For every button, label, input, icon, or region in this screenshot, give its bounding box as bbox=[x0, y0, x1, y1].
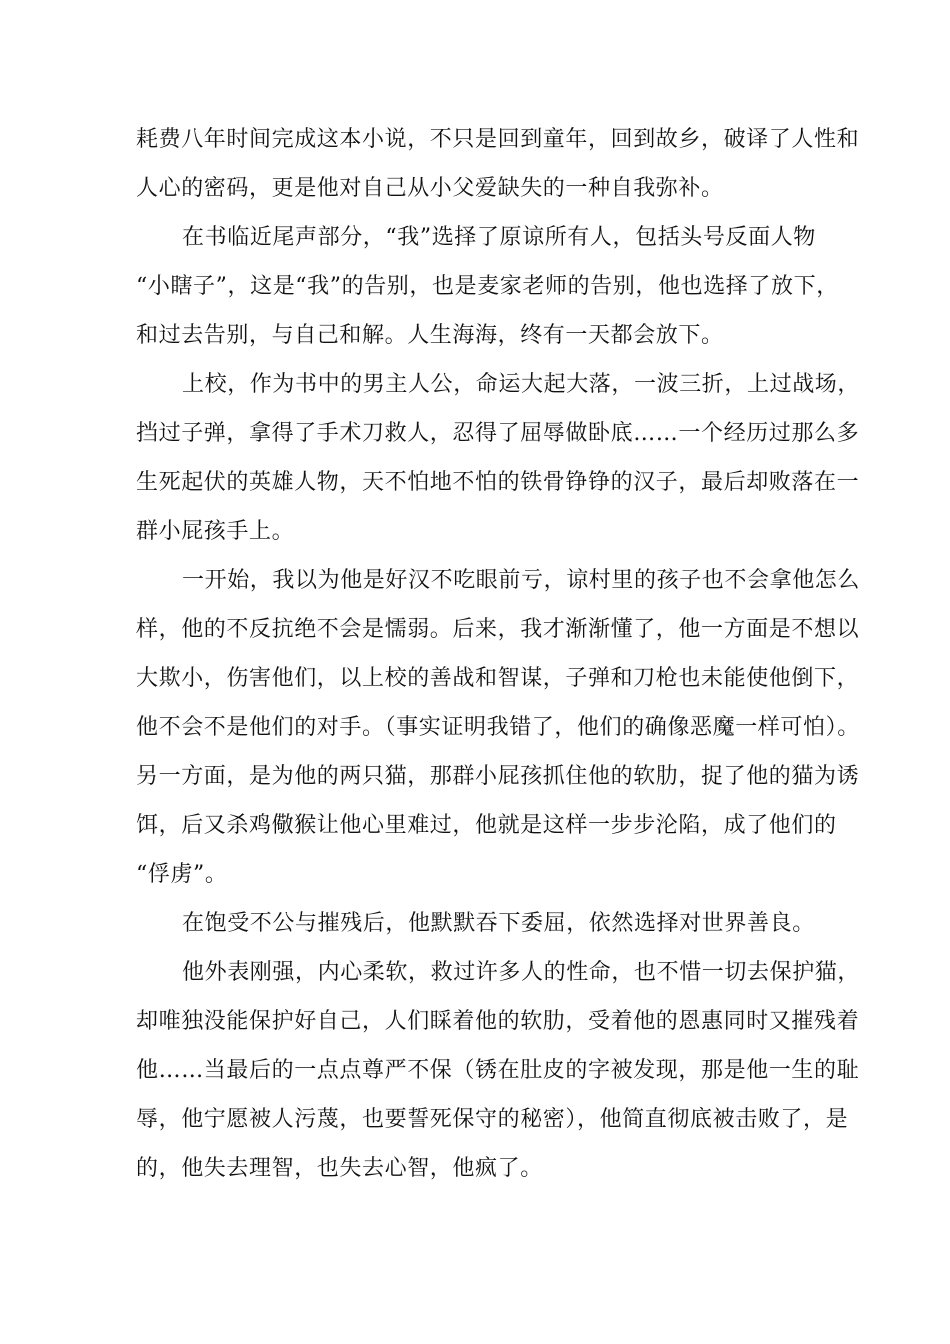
paragraph-start-line: 他外表刚强，内心柔软，救过许多人的性命，也不惜一切去保护猫， bbox=[182, 960, 861, 985]
text-line: 挡过子弹，拿得了手术刀救人，忍得了屈辱做卧底……一个经历过那么多 bbox=[136, 421, 860, 446]
text-line: “俘虏”。 bbox=[136, 862, 228, 887]
text-line: 的，他失去理智，也失去心智，他疯了。 bbox=[136, 1156, 543, 1181]
text-line: 辱，他宁愿被人污蔑，也要誓死保守的秘密），他简直彻底被击败了，是 bbox=[136, 1107, 849, 1132]
text-line: 人心的密码，更是他对自己从小父爱缺失的一种自我弥补。 bbox=[136, 176, 724, 201]
paragraph-start-line: 在饱受不公与摧残后，他默默吞下委屈，依然选择对世界善良。 bbox=[182, 911, 815, 936]
text-line: 却唯独没能保护好自己，人们睬着他的软肋，受着他的恩惠同时又摧残着 bbox=[136, 1009, 860, 1034]
text-line: 群小屁孩手上。 bbox=[136, 519, 295, 544]
text-line: 他不会不是他们的对手。（事实证明我错了，他们的确像恶魔一样可怕）。 bbox=[136, 715, 860, 740]
text-line: 耗费八年时间完成这本小说，不只是回到童年，回到故乡，破译了人性和 bbox=[136, 127, 860, 152]
paragraph-start-line: 在书临近尾声部分，“我”选择了原谅所有人，包括头号反面人物 bbox=[182, 225, 816, 250]
text-line: 和过去告别，与自己和解。人生海海，终有一天都会放下。 bbox=[136, 323, 724, 348]
text-line: 另一方面，是为他的两只猫，那群小屁孩抓住他的软肋，捉了他的猫为诱 bbox=[136, 764, 860, 789]
text-line: 大欺小，伤害他们，以上校的善战和智谋，子弹和刀枪也未能使他倒下， bbox=[136, 666, 860, 691]
paragraph-start-line: 上校，作为书中的男主人公，命运大起大落，一波三折，上过战场， bbox=[182, 372, 861, 397]
paragraph-start-line: 一开始，我以为他是好汉不吃眼前亏，谅村里的孩子也不会拿他怎么 bbox=[182, 568, 861, 593]
text-line: 饵，后又杀鸡儆猴让他心里难过，他就是这样一步步沦陷，成了他们的 bbox=[136, 813, 837, 838]
text-line: 生死起伏的英雄人物，天不怕地不怕的铁骨铮铮的汉子，最后却败落在一 bbox=[136, 470, 860, 495]
text-line: 样，他的不反抗绝不会是懦弱。后来，我才渐渐懂了，他一方面是不想以 bbox=[136, 617, 860, 642]
text-line: 他……当最后的一点点尊严不保（锈在肚皮的字被发现，那是他一生的耻 bbox=[136, 1058, 860, 1083]
body-text bbox=[136, 115, 861, 1193]
text-line: “小瞎子”，这是“我”的告别，也是麦家老师的告别，他也选择了放下， bbox=[136, 274, 839, 299]
